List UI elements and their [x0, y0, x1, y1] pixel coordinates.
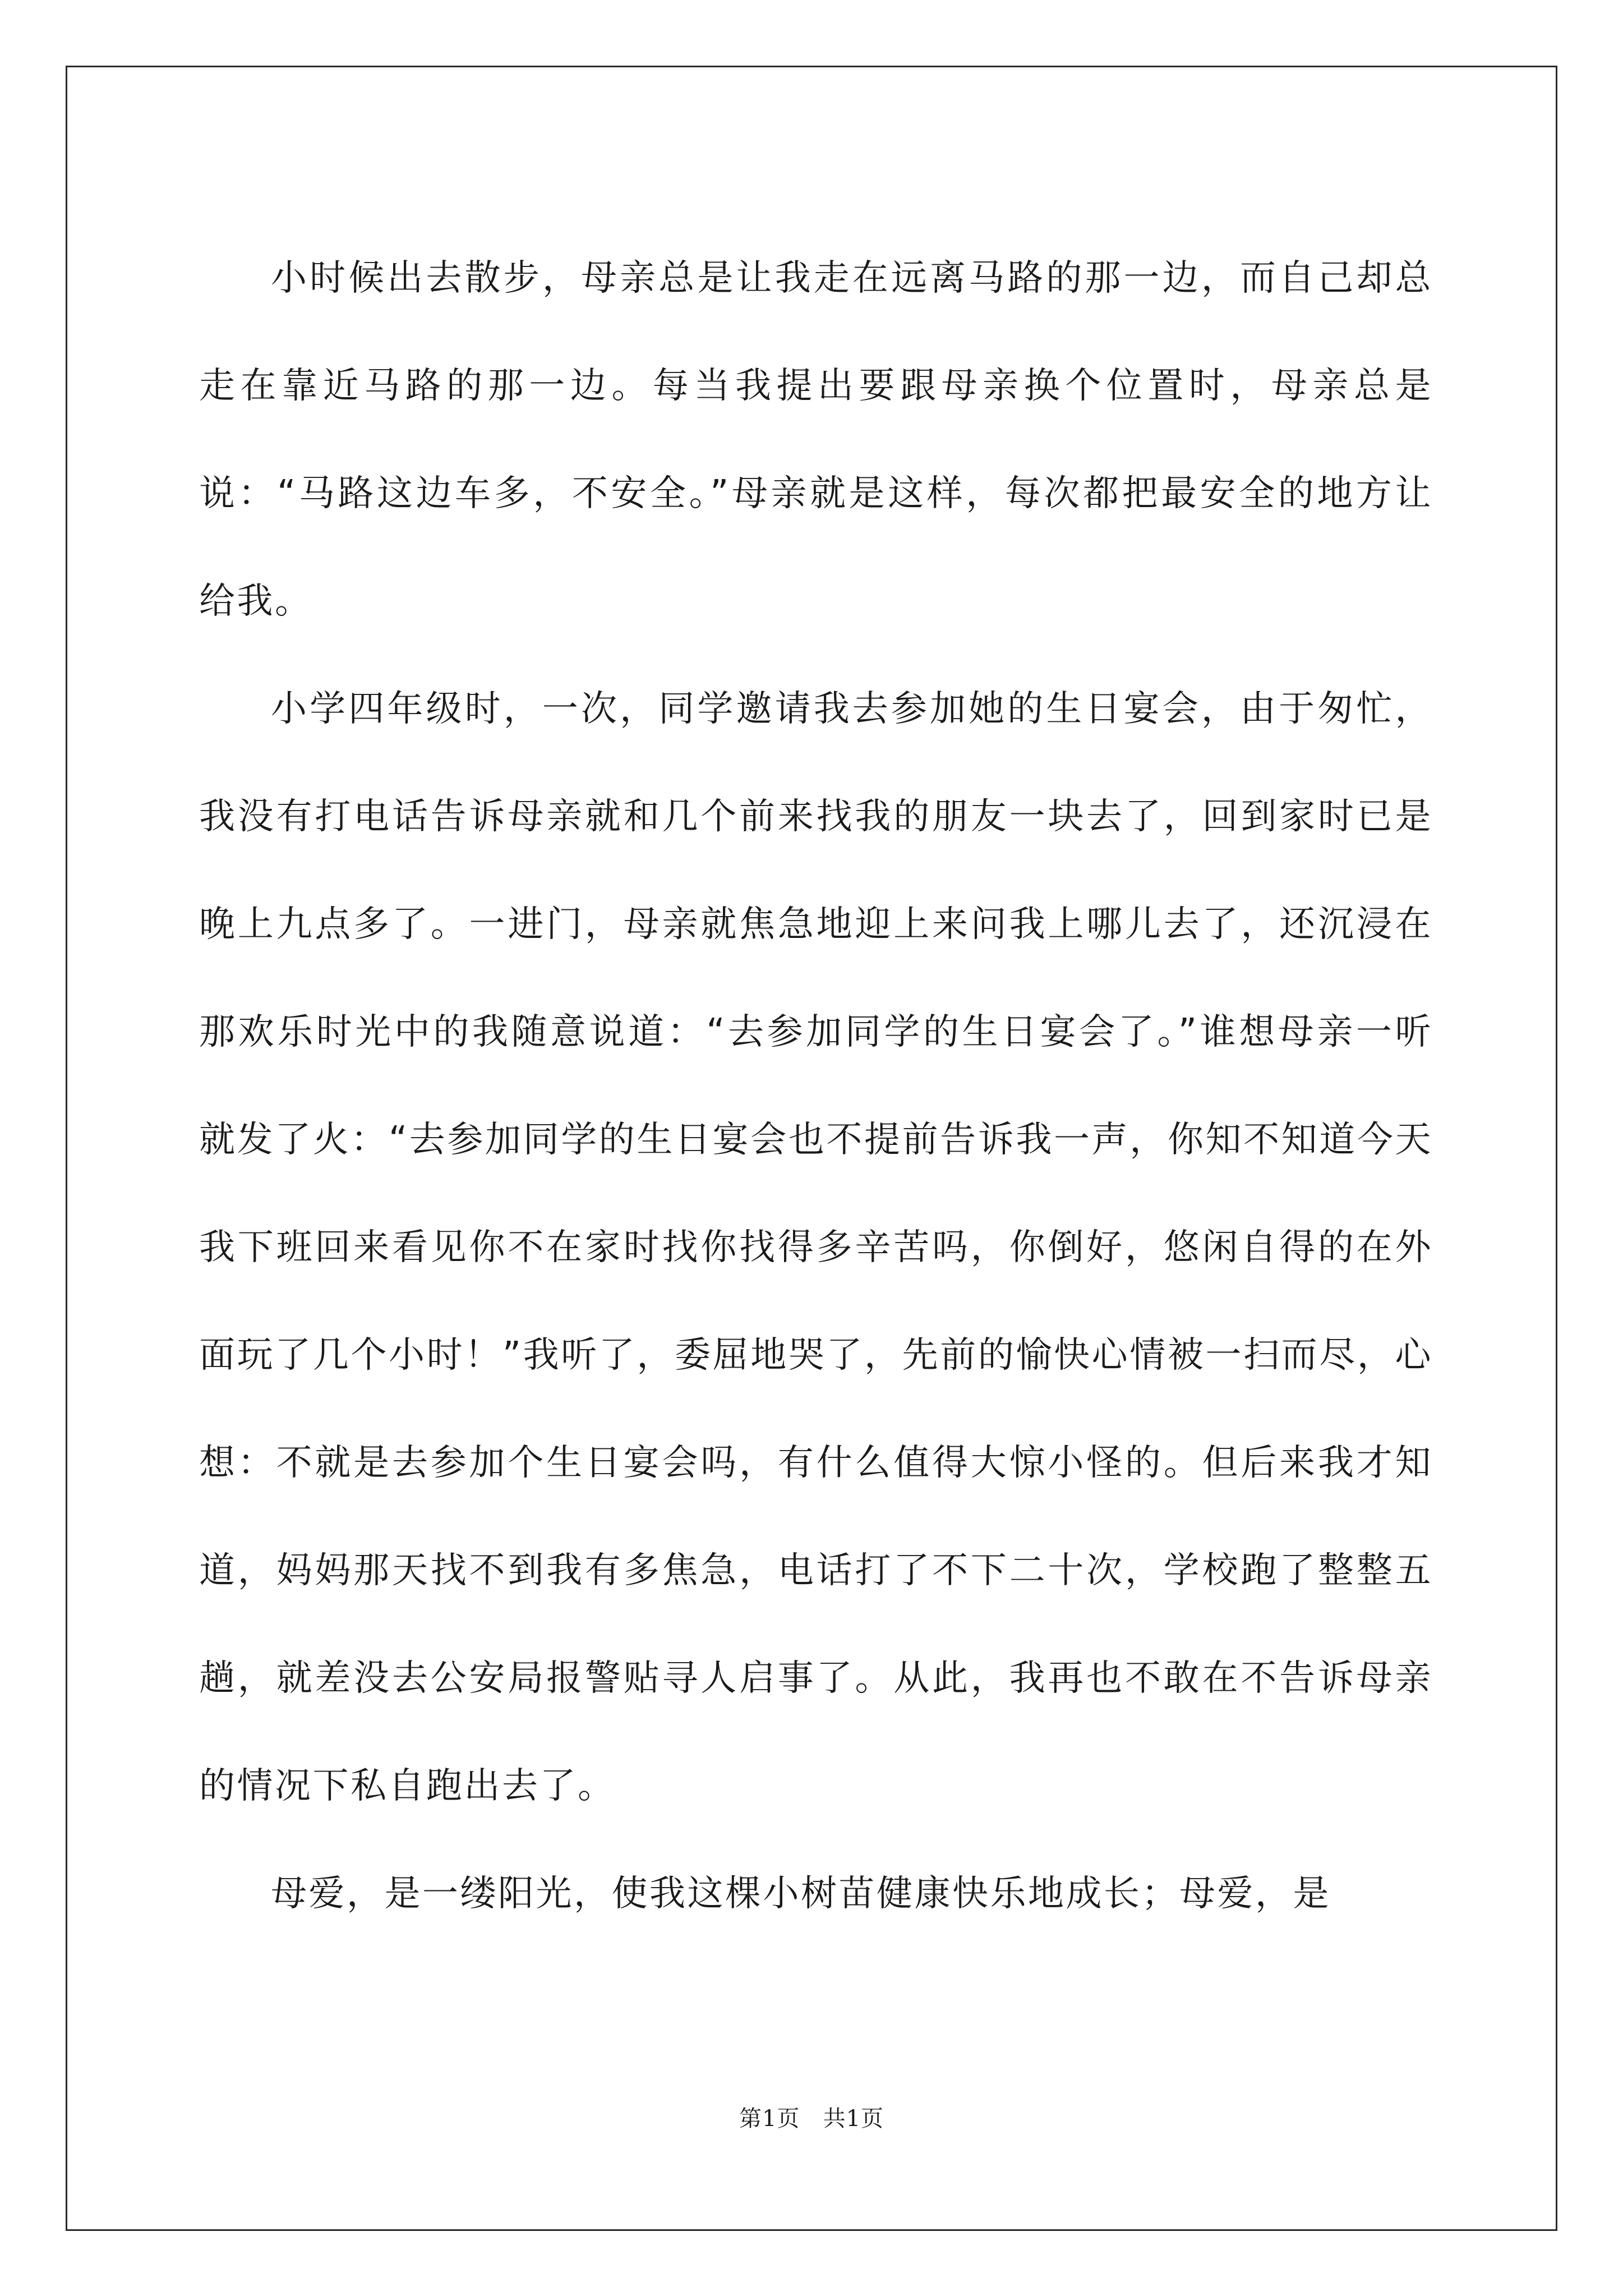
paragraph-2: 小学四年级时，一次，同学邀请我去参加她的生日宴会，由于匆忙，我没有打电话告诉母亲就和几个前来找我的朋友一块去了，回到家时已是晚上九点多了。一进门，母亲就焦急地迎上来问我上哪儿去了，还沉浸在那欢乐时光中的我随意说道：“去参加同学的生日宴会了。”谁想母亲一听就发了火：“去参加同学的生日宴会也不提前告诉我一声，你知不知道今天我下班回来看见你不在家时找你找得多辛苦吗，你倒好，悠闲自得的在外面玩了几个小时！”我听了，委屈地哭了，先前的愉快心情被一扫而尽，心想：不就是去参加个生日宴会吗，有什么值得大惊小怪的。但后来我才知道，妈妈那天找不到我有多焦急，电话打了不下二十次，学校跑了整整五趟，就差没去公安局报警贴寻人启事了。从此，我再也不敢在不告诉母亲的情况下私自跑出去了。: [199, 688, 1433, 1807]
document-body: [199, 224, 1433, 1948]
page-number: 第1页: [739, 2106, 800, 2132]
page-footer: [0, 2101, 1623, 2133]
paragraph-3: 母爱，是一缕阳光，使我这棵小树苗健康快乐地成长；母爱，是: [271, 1873, 1331, 1915]
paragraph-1: 小时候出去散步，母亲总是让我走在远离马路的那一边，而自己却总走在靠近马路的那一边。每当我提出要跟母亲换个位置时，母亲总是说：“马路这边车多，不安全。”母亲就是这样，每次都把最安全的地方让给我。: [199, 257, 1433, 622]
page-total: 共1页: [823, 2106, 884, 2132]
footer-spacer: [800, 2106, 823, 2132]
